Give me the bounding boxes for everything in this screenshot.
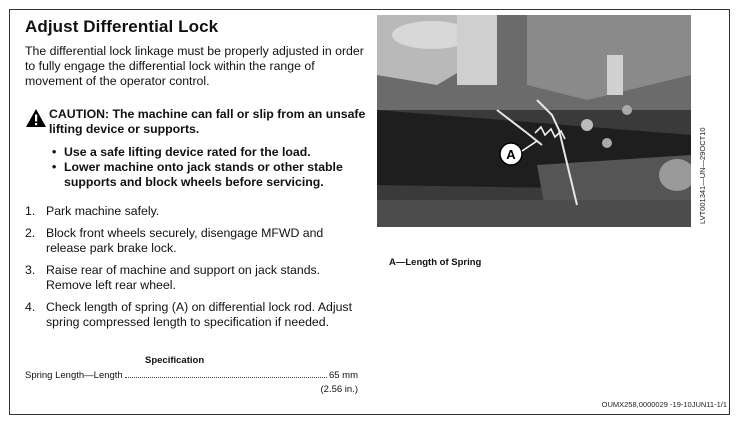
image-code-text: LVT001341—UN—29OCT10 [698, 127, 707, 224]
step-item [25, 263, 365, 293]
bullet-icon: • [52, 145, 57, 159]
step-item [25, 226, 365, 256]
caution-bullets [50, 145, 368, 190]
specification-value: 65 mm [328, 370, 358, 381]
document-id-footer: OUMX258,0000029 -19-10JUN11-1/1 [601, 400, 727, 409]
caution-bullet-text: Use a safe lifting device rated for the load. [64, 145, 311, 159]
step-text: Raise rear of machine and support on jack stands. Remove left rear wheel. [46, 263, 321, 292]
step-number: 4. [25, 300, 36, 314]
intro-paragraph: The differential lock linkage must be properly adjusted in order to fully engage the differential lock within the range of movement of the operator control. [25, 44, 364, 88]
step-text: Block front wheels securely, disengage MFWD and release park brake lock. [46, 226, 324, 255]
procedure-steps [25, 204, 365, 337]
step-item [25, 204, 365, 219]
step-number: 1. [25, 204, 36, 218]
specification-heading: Specification [145, 355, 205, 366]
step-number: 3. [25, 263, 36, 277]
step-text: Check length of spring (A) on differential lock rod. Adjust spring compressed length to specification if needed. [46, 300, 352, 329]
specification-alt-value: (2.56 in.) [320, 384, 358, 395]
specification-row [25, 370, 358, 381]
callout-label: A [506, 147, 516, 162]
differential-lock-illustration [377, 15, 691, 227]
caution-bullet [50, 145, 368, 160]
image-code-vertical [698, 127, 710, 234]
caution-bullet [50, 160, 368, 190]
caution-text: CAUTION: The machine can fall or slip from an unsafe lifting device or supports. [49, 107, 366, 136]
specification-label: Spring Length—Length [25, 370, 123, 381]
bullet-icon: • [52, 160, 57, 174]
page-title: Adjust Differential Lock [25, 17, 219, 36]
step-item [25, 300, 365, 330]
step-number: 2. [25, 226, 36, 240]
differential-lock-photo [377, 15, 691, 227]
dot-leader [125, 377, 327, 378]
step-text: Park machine safely. [46, 204, 160, 218]
warning-icon [25, 108, 47, 128]
caution-bullet-text: Lower machine onto jack stands or other stable supports and block wheels before servicing. [64, 160, 343, 189]
figure-caption: A—Length of Spring [389, 257, 482, 268]
